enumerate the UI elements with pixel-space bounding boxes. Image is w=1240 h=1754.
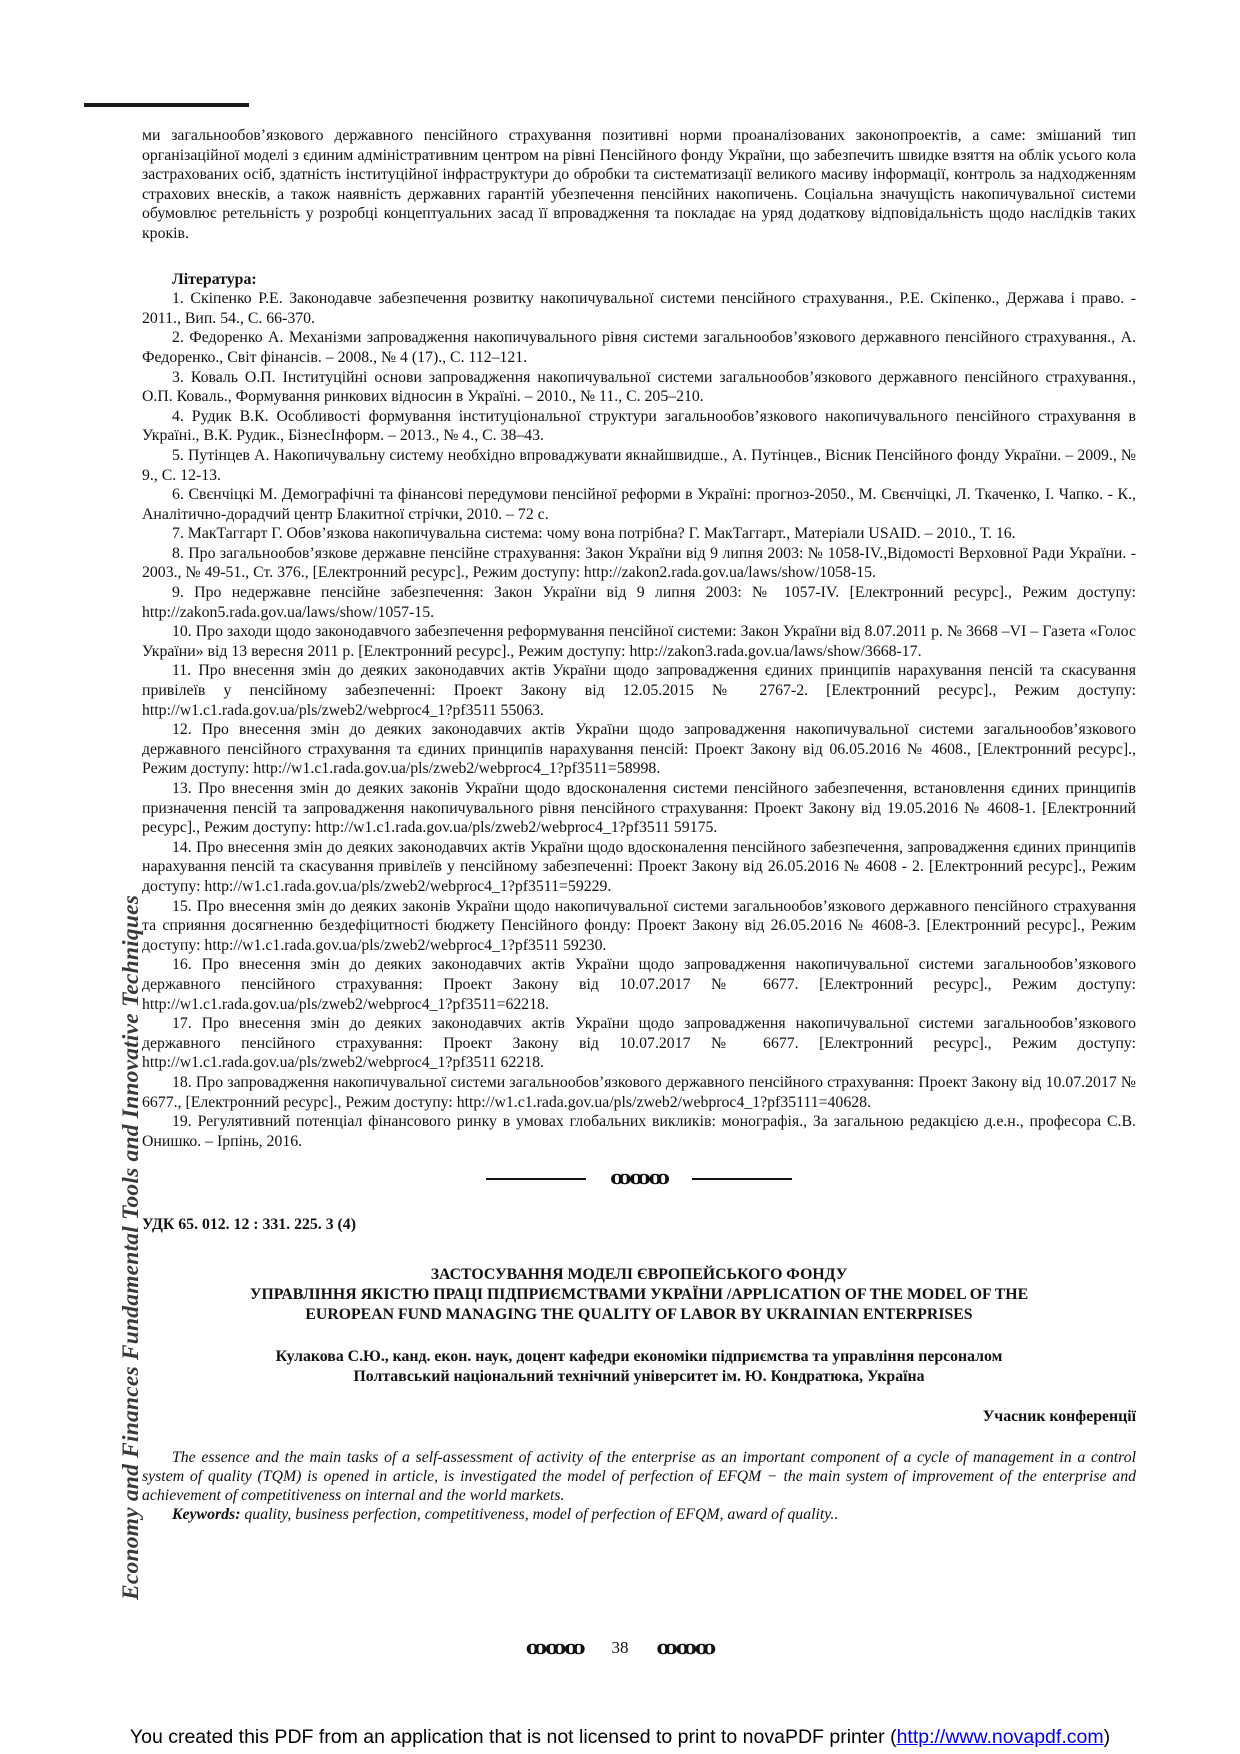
reference-item: 11. Про внесення змін до деяких законодавчих актів України щодо запровадження єдиних принципів нарахування пенсій та скасування привілеїв у пенсійному забезпеченні: Проект Закону від 12.05.2015 № 2767-2. [Електронний ресурс]., Режим доступу: http://w1.c1.rada.gov.ua/pls/zweb2/webproc4_1?pf3511 55063. xyxy=(142,662,1136,719)
reference-item: 2. Федоренко А. Механізми запровадження накопичувального рівня системи загальнообов’язкового державного пенсійного страхування., А. Федоренко., Світ фінансів. – 2008., № 4 (17)., С. 112–121. xyxy=(142,329,1136,366)
journal-side-title: Economy and Finances Fundamental Tools and Innovative Techniques xyxy=(118,894,144,1600)
keywords-text: quality, business perfection, competitiveness, model of perfection of EFQM, award of quality.. xyxy=(240,1506,839,1524)
article-title-line: EUROPEAN FUND MANAGING THE QUALITY OF LABOR BY UKRAINIAN ENTERPRISES xyxy=(305,1305,973,1323)
reference-item: 14. Про внесення змін до деяких законодавчих актів України щодо вдосконалення пенсійного забезпечення, запровадження єдиних принципів нарахування пенсій та скасування привілеїв у пенсійному забезпеченні: Проект Закону від 26.05.2016 № 4608 - 2. [Електронний ресурс]., Режим доступу: http://w1.c1.rada.gov.ua/pls/zweb2/webproc4_1?pf3511=59229. xyxy=(142,838,1136,895)
reference-item: 6. Свєнчіцкі М. Демографічні та фінансові передумови пенсійної реформи в Україні: прогноз-2050., М. Свєнчіцкі, Л. Ткаченко, І. Чапко. - К., Аналітично-дорадчий центр Блакитної стрічки, 2010. – 72 с. xyxy=(142,486,1136,523)
reference-item: 8. Про загальнообов’язкове державне пенсійне страхування: Закон України від 9 липня 2003: № 1058-IV.,Відомості Верховної Ради України. - 2003., № 49-51., Ст. 376., [Електронний ресурс]., Режим доступу: http://zakon2.rada.gov.ua/laws/show/1058-15. xyxy=(142,544,1136,582)
reference-item: 9. Про недержавне пенсійне забезпечення: Закон України від 9 липня 2003: № 1057-IV. [Електронний ресурс]., Режим доступу: http://zakon5.rada.gov.ua/laws/show/1057-15. xyxy=(142,584,1136,621)
article-title xyxy=(142,1265,1136,1325)
novapdf-link[interactable]: http://www.novapdf.com xyxy=(896,1726,1104,1748)
reference-item: 16. Про внесення змін до деяких законодавчих актів України щодо запровадження накопичувальної системи загальнообов’язкового державного пенсійного страхування: Проект Закону від 10.07.2017 № 6677. [Електронний ресурс]., Режим доступу: http://w1.c1.rada.gov.ua/pls/zweb2/webproc4_1?pf3511=62218. xyxy=(142,956,1136,1013)
reference-item: 5. Путінцев А. Накопичувальну систему необхідно впроваджувати якнайшвидше., А. Путінцев., Вісник Пенсійного фонду України. – 2009., № 9., С. 12-13. xyxy=(142,446,1136,484)
ornament-icon: ꝏꝏꝏ xyxy=(525,1637,584,1659)
novapdf-close: ) xyxy=(1103,1726,1111,1748)
ornament-icon: ꝏꝏꝏ xyxy=(610,1167,668,1190)
article-title-line: ЗАСТОСУВАННЯ МОДЕЛІ ЄВРОПЕЙСЬКОГО ФОНДУ xyxy=(430,1265,848,1283)
reference-item: 10. Про заходи щодо законодавчого забезпечення реформування пенсійної системи: Закон України від 8.07.2011 р. № 3668 –VI – Газета «Голос України» від 13 вересня 2011 р. [Електронний ресурс]., Режим доступу: http://zakon3.rada.gov.ua/laws/show/3668-17. xyxy=(142,623,1136,660)
reference-item: 7. МакТаггарт Г. Обов’язкова накопичувальна система: чому вона потрібна? Г. МакТаггарт., Матеріали USAID. – 2010., Т. 16. xyxy=(172,525,1016,543)
affiliation-line: Полтавський національний технічний університет ім. Ю. Кондратюка, Україна xyxy=(353,1367,925,1385)
reference-item: 4. Рудик В.К. Особливості формування інституціональної структури загальнообов’язкового накопичувального пенсійного страхування в Україні., В.К. Рудик., БізнесІнформ. – 2013., № 4., С. 38–43. xyxy=(142,407,1136,445)
keywords xyxy=(142,1505,1136,1524)
participant-label: Учасник конференції xyxy=(982,1407,1136,1425)
page-footer xyxy=(0,1635,1240,1660)
page-number: 38 xyxy=(611,1637,629,1657)
novapdf-notice xyxy=(0,1726,1240,1749)
reference-item: 3. Коваль О.П. Інституційні основи запровадження накопичувальної системи загальнообов’язкового державного пенсійного страхування., О.П. Коваль., Формування ринкових відносин в Україні. – 2010., № 11., С. 205–210. xyxy=(142,368,1136,406)
reference-item: 1. Скіпенко Р.Е. Законодавче забезпечення розвитку накопичувальної системи пенсійного страхування., Р.Е. Скіпенко., Держава і право. - 2011., Вип. 54., С. 66-370. xyxy=(142,290,1136,327)
reference-list xyxy=(142,289,1136,1151)
author-block xyxy=(142,1347,1136,1387)
reference-item: 12. Про внесення змін до деяких законодавчих актів України щодо запровадження накопичувальної системи загальнообов’язкового державного пенсійного страхування та єдиних принципів нарахування пенсій: Проект Закону від 06.05.2016 № 4608., [Електронний ресурс]., Режим доступу: http://w1.c1.rada.gov.ua/pls/zweb2/webproc4_1?pf3511=58998. xyxy=(142,721,1136,778)
keywords-label: Keywords: xyxy=(172,1506,241,1524)
intro-paragraph: ми загальнообов’язкового державного пенсійного страхування позитивні норми проаналізованих законопроектів, а саме: змішаний тип організаційної моделі з єдиним адміністративним центром на рівні Пенсійного фонду України, що забезпечить швидке взяття на облік усього кола застрахованих осіб, здатність інституційної інфраструктури до обробки та систематизації великого масиву інформації, контроль за надходженням страхових внесків, а також наявність державних гарантій убезпечення пенсійних накопичень. Соціальна значущість накопичувальної системи обумовлює ретельність у розробці концептуальних засад її впровадження та покладає на уряд додаткову відповідальність щодо наслідків таких кроків. xyxy=(142,127,1136,242)
reference-item: 19. Регулятивний потенціал фінансового ринку в умовах глобальних викликів: монографія., За загальною редакцією д.е.н., професора С.В. Онишко. – Ірпінь, 2016. xyxy=(142,1113,1136,1150)
novapdf-text: You created this PDF from an application that is not licensed to print to novaPDF printer ( xyxy=(129,1726,897,1748)
page-content xyxy=(142,126,1136,1524)
divider-line-right xyxy=(692,1178,792,1180)
ornament-icon: ꝏꝏꝏ xyxy=(656,1637,715,1659)
section-divider xyxy=(142,1165,1136,1193)
article-title-line: УПРАВЛІННЯ ЯКІСТЮ ПРАЦІ ПІДПРИЄМСТВАМИ УКРАЇНИ /APPLICATION OF THE MODEL OF THE xyxy=(249,1285,1029,1303)
literature-heading: Література: xyxy=(172,270,257,288)
reference-item: 13. Про внесення змін до деяких законів України щодо вдосконалення системи пенсійного забезпечення, встановлення єдиних принципів призначення пенсій та запровадження накопичувального рівня пенсійного страхування: Проект Закону від 19.05.2016 № 4608-1. [Електронний ресурс]., Режим доступу: http://w1.c1.rada.gov.ua/pls/zweb2/webproc4_1?pf3511 59175. xyxy=(142,780,1136,837)
divider-line-left xyxy=(486,1178,586,1180)
top-rule xyxy=(84,103,249,107)
author-line: Кулакова С.Ю., канд. екон. наук, доцент кафедри економіки підприємства та управління персоналом xyxy=(275,1347,1003,1365)
reference-item: 18. Про запровадження накопичувальної системи загальнообов’язкового державного пенсійного страхування: Проект Закону від 10.07.2017 № 6677., [Електронний ресурс]., Режим доступу: http://w1.c1.rada.gov.ua/pls/zweb2/webproc4_1?pf35111=40628. xyxy=(142,1073,1136,1111)
reference-item: 17. Про внесення змін до деяких законодавчих актів України щодо запровадження накопичувальної системи загальнообов’язкового державного пенсійного страхування: Проект Закону від 10.07.2017 № 6677. [Електронний ресурс]., Режим доступу: http://w1.c1.rada.gov.ua/pls/zweb2/webproc4_1?pf3511 62218. xyxy=(142,1015,1136,1072)
udk-code: УДК 65. 012. 12 : 331. 225. 3 (4) xyxy=(142,1216,356,1234)
reference-item: 15. Про внесення змін до деяких законів України щодо накопичувальної системи загальнообов’язкового державного пенсійного страхування та сприяння досягненню бездефіцитності бюджету Пенсійного фонду: Проект Закону від 26.05.2016 № 4608-3. [Електронний ресурс]., Режим доступу: http://w1.c1.rada.gov.ua/pls/zweb2/webproc4_1?pf3511 59230. xyxy=(142,897,1136,954)
abstract: The essence and the main tasks of a self-assessment of activity of the enterprise as an important component of a cycle of management in a control system of quality (TQM) is opened in article, is investigated the model of perfection of EFQM − the main system of improvement of the enterprise and achievement of competitiveness on internal and the world markets. xyxy=(142,1449,1136,1505)
